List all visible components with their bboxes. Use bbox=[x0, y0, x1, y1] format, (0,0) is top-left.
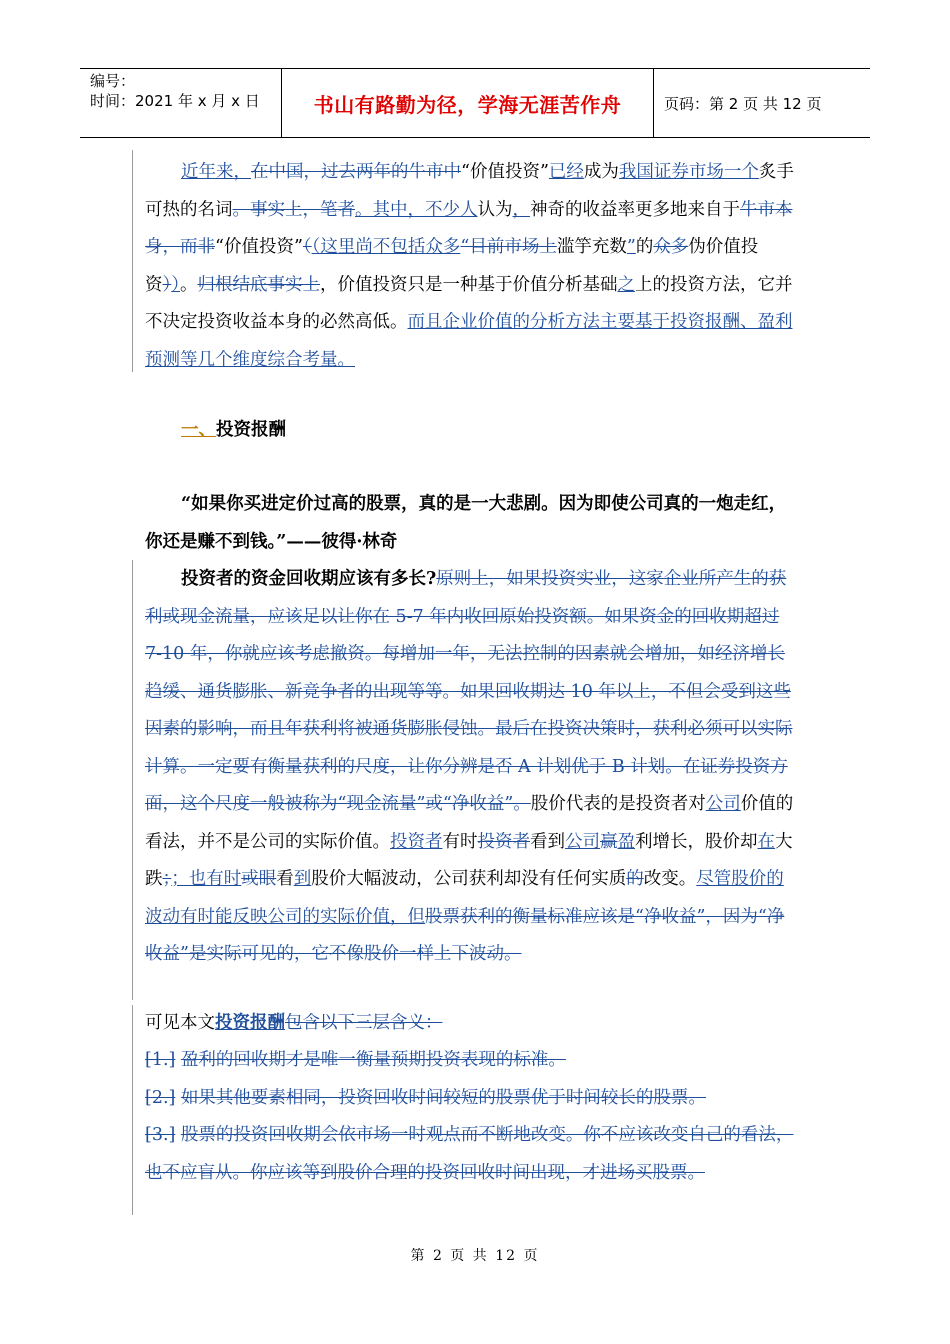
text-run: 神奇的收益率更多地来自于 bbox=[530, 199, 740, 220]
text-run: 上的投资方法，它并不决定投资收益本身的必然高低。 bbox=[145, 274, 793, 332]
deleted-text: 在中国，过去两年的牛市中 bbox=[251, 162, 461, 182]
deleted-text: （ bbox=[302, 237, 312, 257]
deleted-text: ） bbox=[162, 274, 172, 295]
text-run: 改变。 bbox=[643, 869, 697, 889]
inserted-text: ” bbox=[626, 237, 636, 257]
deleted-text: 股票获利的衡量标准应该是“净收益”，因为“净收益”是实际可见的，它不像股价一样上下波动。 bbox=[145, 906, 785, 964]
page-footer: 第 2 页 共 12 页 bbox=[410, 1248, 540, 1264]
doc-date: 时间：2021 年 x 月 x 日 bbox=[90, 92, 260, 110]
list-text: 盈利的回收期才是唯一衡量预期投资表现的标准。 bbox=[180, 1050, 566, 1070]
inserted-text: 之 bbox=[617, 274, 635, 295]
question-text: 投资者的资金回收期应该有多长? bbox=[181, 569, 437, 589]
heading-title: 投资报酬 bbox=[216, 420, 286, 440]
paragraph-summary bbox=[145, 1005, 800, 1043]
change-bar bbox=[132, 150, 133, 372]
text-run: 股价大幅波动，公司获利却没有任何实质 bbox=[311, 869, 627, 889]
paragraph-intro bbox=[145, 154, 800, 379]
header-page-cell bbox=[654, 69, 870, 137]
inserted-text: 我国证券市场一个 bbox=[618, 162, 759, 182]
text-run: 认为 bbox=[477, 199, 513, 220]
deleted-text: 眼 bbox=[258, 869, 277, 889]
list-number: [2.] bbox=[145, 1088, 176, 1108]
text-run: 炙手可热的名词 bbox=[145, 162, 794, 220]
text-run: 。 bbox=[180, 274, 198, 295]
change-bar bbox=[132, 1005, 133, 1215]
inserted-text: 尽管股价的波动有时能反映公司的实际价值，但 bbox=[145, 869, 784, 927]
deleted-text: 。事实上，笔者 bbox=[232, 199, 355, 220]
inserted-text: 。其中，不少人 bbox=[355, 199, 478, 220]
text-run: 看 bbox=[276, 869, 294, 889]
text-run: 可见本文 bbox=[145, 1013, 215, 1033]
deleted-text: “目前市场上 bbox=[460, 237, 557, 257]
heading-number: 一、 bbox=[181, 420, 216, 440]
list-text: 股票的投资回收期会依市场一时观点而不断地改变。你不应该改变自己的看法，也不应盲从。你应该等到股价合理的投资回收时间出现，才进场买股票。 bbox=[145, 1125, 794, 1183]
inserted-text: 公司 bbox=[705, 794, 741, 814]
text-run: 大跌 bbox=[145, 831, 793, 889]
text-run: 有时 bbox=[442, 831, 478, 852]
paragraph-investment-return bbox=[145, 561, 800, 974]
deleted-text: 原则上，如果投资实业，这家企业所产生的获利或现金流量，应该足以让你在 5-7 年内收回原始投资额。如果资金的回收期超过 7-10 年，你就应该考虑撤资。每增加一年，无法控制的因素就会增加，如经济增长趋缓、通货膨胀、新竞争者的出现等等。如果回收期达 10 年以上，不但会受到这些因素的影响，而且年获利将被通货膨胀侵蚀。最后在投资决策时，获利必须可以实际计算。一定要有衡量获利的尺度，让你分辨是否 A 计划优于 B 计划。在证券投资方面，这个尺度一般被称为“现金流量”或“净收益”。 bbox=[145, 569, 793, 814]
deleted-text: 众多 bbox=[653, 237, 689, 257]
inserted-text: 投资者 bbox=[390, 831, 443, 852]
inserted-text: ；也有时 bbox=[171, 869, 242, 889]
inserted-text: ） bbox=[171, 274, 180, 295]
text-run: 滥竽充数 bbox=[556, 237, 627, 257]
inserted-text: 近年来， bbox=[181, 162, 251, 182]
text-run: 股价代表的是投资者对 bbox=[530, 794, 706, 814]
list-number: [1.] bbox=[145, 1050, 176, 1070]
deleted-text: 牛市本身，而非 bbox=[145, 199, 793, 257]
list-number: [3.] bbox=[145, 1125, 176, 1145]
inserted-text: 盈 bbox=[617, 831, 635, 852]
quote-paragraph: “如果你买进定价过高的股票，真的是一大悲剧。因为即使公司真的一炮走红，你还是赚不到钱。”——彼得·林奇 bbox=[145, 494, 787, 552]
inserted-text: 到 bbox=[293, 869, 312, 889]
text-run: 伪价值投资 bbox=[145, 237, 759, 295]
deleted-text: 或 bbox=[241, 869, 259, 889]
inserted-text: （这里尚不包括 bbox=[311, 237, 426, 257]
header-page-number: 页码：第 2 页 共 12 页 bbox=[664, 94, 822, 113]
deleted-text: 归根结底事实上 bbox=[197, 274, 320, 295]
section-heading bbox=[145, 412, 800, 450]
text-run: 成为 bbox=[583, 162, 619, 182]
inserted-text: 公司 bbox=[565, 831, 600, 852]
deleted-text: 包含以下三层含义： bbox=[285, 1013, 443, 1033]
inserted-text: 已经 bbox=[548, 162, 584, 182]
header-meta bbox=[80, 69, 282, 137]
list-text: 如果其他要素相同，投资回收时间较短的股票优于时间较长的股票。 bbox=[180, 1088, 706, 1108]
deleted-text: 的 bbox=[626, 869, 644, 889]
page-header bbox=[80, 68, 870, 138]
text-run: 利增长，股价却 bbox=[635, 831, 758, 852]
text-run: ，价值投资只是一种基于价值分析基础 bbox=[320, 274, 618, 295]
deleted-text: 赢 bbox=[600, 831, 618, 852]
text-run: 价值的看法，并不是公司的实际价值。 bbox=[145, 794, 794, 852]
list-item bbox=[145, 1117, 800, 1192]
inserted-text: 众多 bbox=[425, 237, 461, 257]
header-motto: 书山有路勤为径，学海无涯苦作舟 bbox=[313, 92, 622, 117]
inserted-text: ， bbox=[512, 199, 530, 220]
doc-number-label: 编号： bbox=[90, 72, 136, 90]
inserted-text: 投资报酬 bbox=[215, 1013, 285, 1033]
inserted-text: 而且企业价值的分析方法主要基于投资报酬、盈利预测等几个维度综合考量。 bbox=[145, 312, 793, 370]
deleted-text: ； bbox=[162, 869, 172, 889]
text-run: “价值投资” bbox=[461, 162, 549, 182]
deleted-text: 投资者 bbox=[477, 831, 530, 852]
text-run: 的 bbox=[635, 237, 654, 257]
list-item bbox=[145, 1080, 800, 1118]
inserted-text: 在 bbox=[757, 831, 775, 852]
text-run: “价值投资” bbox=[215, 237, 303, 257]
header-motto-cell bbox=[282, 69, 654, 137]
change-bar bbox=[132, 560, 133, 1000]
text-run: 看到 bbox=[530, 831, 565, 852]
list-item bbox=[145, 1042, 800, 1080]
